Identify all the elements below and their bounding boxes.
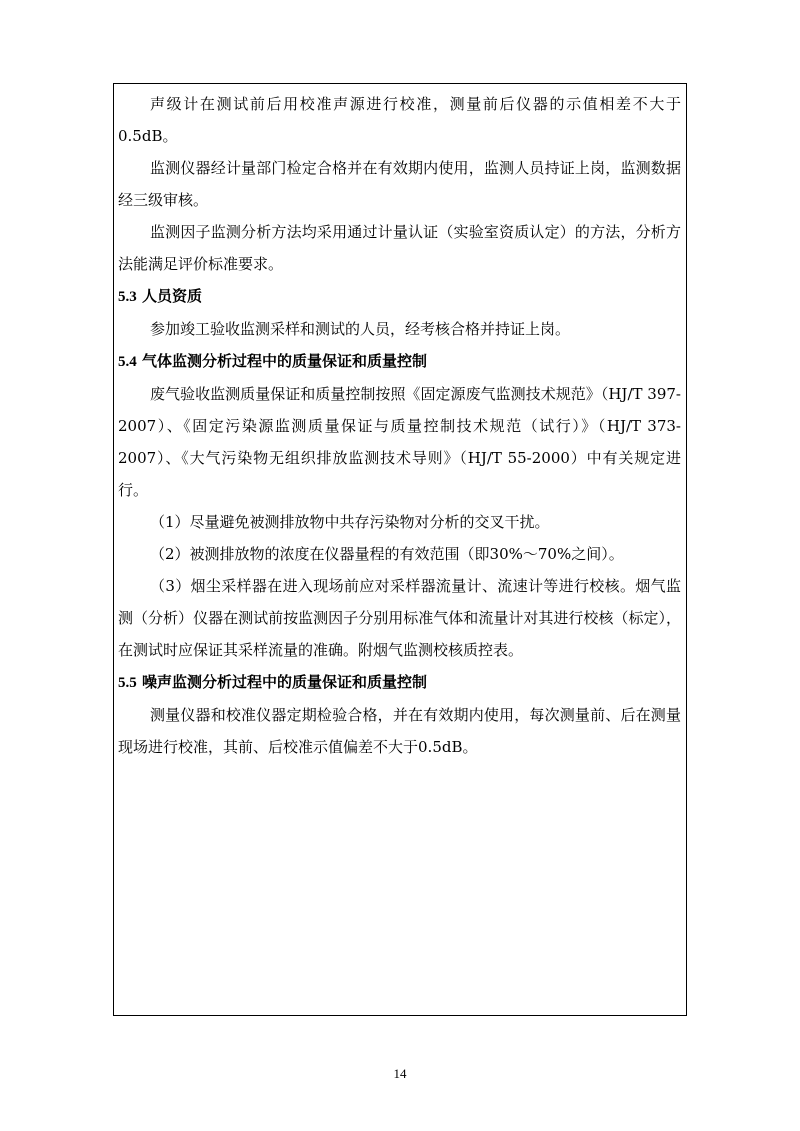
heading-5-5-text: 噪声监测分析过程中的质量保证和质量控制: [136, 673, 427, 691]
paragraph-personnel: 参加竣工验收监测采样和测试的人员，经考核合格并持证上岗。: [150, 320, 571, 338]
paragraph-gas-qa-intro: 废气验收监测质量保证和质量控制按照《固定源废气监测技术规范》（HJ/T 397-2007）、《固定污染源监测质量保证与质量控制技术规范（试行）》（HJ/T 373-2007）、《大气污染物无组织排放监测技术导则》（HJ/T 55-2000）中有关规定进行。: [118, 385, 681, 499]
heading-5-5: [118, 666, 681, 699]
heading-5-3: [118, 280, 681, 313]
document-body: [118, 88, 681, 763]
list-item: （3）烟尘采样器在进入现场前应对采样器流量计、流速计等进行校核。烟气监测（分析）仪器在测试前按监测因子分别用标准气体和流量计对其进行校核（标定），在测试时应保证其采样流量的准确。附烟气监测校核质控表。: [118, 577, 681, 659]
heading-5-5-number: 5.5: [118, 675, 137, 691]
paragraph-instrument-verification: 监测仪器经计量部门检定合格并在有效期内使用，监测人员持证上岗，监测数据经三级审核。: [118, 159, 681, 209]
heading-5-4-number: 5.4: [118, 354, 137, 370]
list-item: （2）被测排放物的浓度在仪器量程的有效范围（即30%～70%之间）。: [150, 545, 624, 563]
list-item: （1）尽量避免被测排放物中共存污染物对分析的交叉干扰。: [150, 513, 550, 531]
heading-5-4: [118, 345, 681, 378]
paragraph-analysis-methods: 监测因子监测分析方法均采用通过计量认证（实验室资质认定）的方法，分析方法能满足评价标准要求。: [118, 223, 681, 273]
paragraph-noise-qa: 测量仪器和校准仪器定期检验合格，并在有效期内使用，每次测量前、后在测量现场进行校准，其前、后校准示值偏差不大于0.5dB。: [118, 706, 681, 756]
heading-5-4-text: 气体监测分析过程中的质量保证和质量控制: [136, 352, 427, 370]
heading-5-3-text: 人员资质: [136, 287, 202, 305]
paragraph-sound-level-calibration: 声级计在测试前后用校准声源进行校准，测量前后仪器的示值相差不大于0.5dB。: [118, 95, 681, 145]
page-number: 14: [393, 1066, 407, 1081]
heading-5-3-number: 5.3: [118, 289, 137, 305]
